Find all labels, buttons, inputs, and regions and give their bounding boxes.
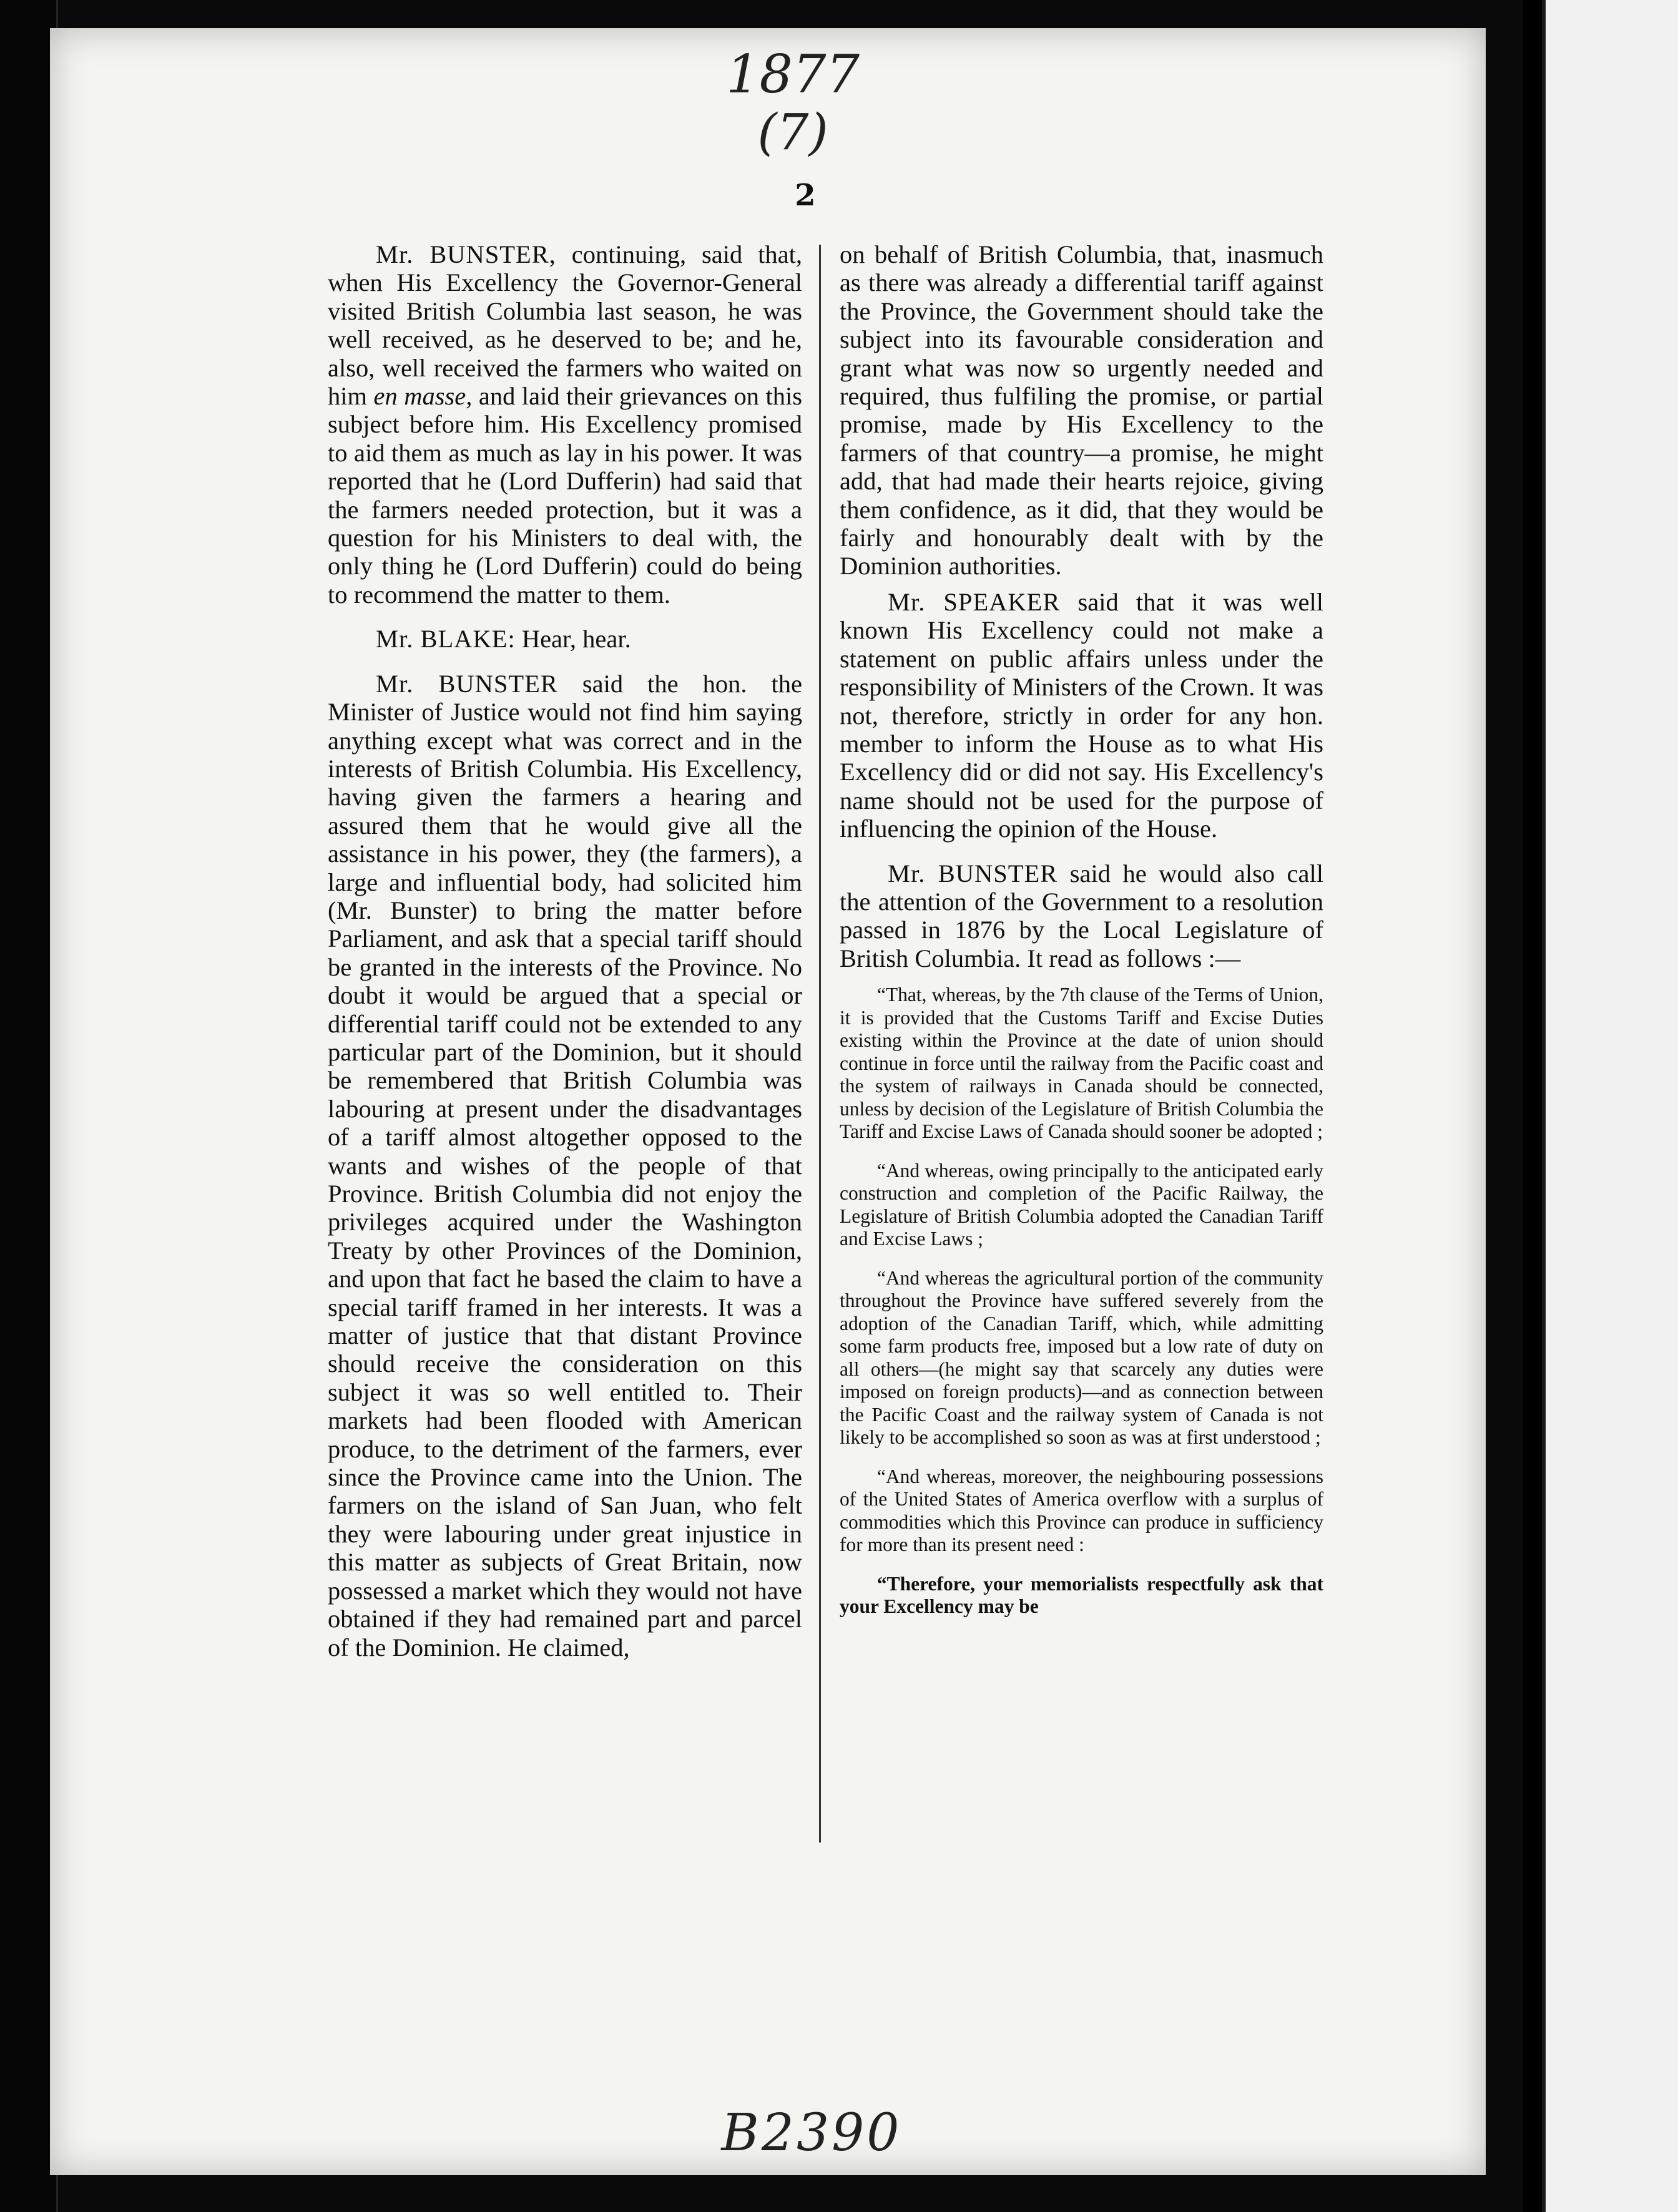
quote-paragraph: “Therefore, your memorialists respectfully ask that your Excellency may be bbox=[840, 1572, 1323, 1618]
microfilm-frame-divider bbox=[1523, 0, 1542, 2212]
quote-paragraph: “And whereas, owing principally to the anticipated early construction and completion of the Pacific Railway, the Legislature of British Columbia adopted the Canadian Tariff and Excise Laws ; bbox=[840, 1159, 1323, 1250]
adjacent-page-edge bbox=[1542, 0, 1678, 2212]
page-number: 2 bbox=[795, 178, 816, 213]
paragraph bbox=[840, 588, 1323, 843]
paragraph bbox=[328, 240, 802, 609]
handwritten-catalog-number: B2390 bbox=[721, 2103, 902, 2163]
paragraph-text: continuing, said that, when His Excellency the Governor-General visited British Columbia last season, he was well received, as he deserved to be; and he, also, well received the farmers who waited on him bbox=[328, 240, 802, 411]
speaker-name: Mr. BUNSTER bbox=[887, 859, 1058, 888]
handwritten-year: 1877 bbox=[726, 44, 860, 105]
column-divider bbox=[819, 245, 821, 1843]
paragraph-text: on behalf of British Columbia, that, inasmuch as there was already a differential tariff against the Province, the Government should take the subject into its favourable consideration and grant what was now so urgently needed and required, thus fulfiling the promise, or partial promise, made by His Excellency to the farmers of that country—a promise, he might add, that had made their hearts rejoice, giving them confidence, as it did, that they would be fairly and honourably dealt with by the Dominion authorities. bbox=[840, 240, 1323, 580]
paragraph-text: Hear, hear. bbox=[515, 625, 631, 653]
speaker-name: Mr. BUNSTER, bbox=[375, 240, 556, 268]
speaker-name: Mr. BLAKE: bbox=[375, 625, 516, 653]
paragraph bbox=[328, 670, 802, 1661]
italic-phrase: en masse, bbox=[373, 382, 473, 411]
handwritten-item-number: (7) bbox=[757, 103, 828, 161]
paragraph bbox=[328, 625, 802, 653]
left-column bbox=[328, 240, 802, 1678]
quote-paragraph: “And whereas the agricultural portion of the community throughout the Province have suffered severely from the adoption of the Canadian Tariff, which, while admitting some farm products free, imposed but a low rate of duty on all others—(he might say that scarcely any duties were imposed on foreign products)—and as connection between the Pacific Coast and the railway system of Canada is not likely to be accomplished so soon as was at first understood ; bbox=[840, 1266, 1323, 1449]
paragraph-text: said the hon. the Minister of Justice would not find him saying anything except what was correct and in the interests of British Columbia. His Excellency, having given the farmers a hearing and assured them that he would give all the assistance in his power, they (the farmers), a large and influential body, had solicited him (Mr. Bunster) to bring the matter before Parliament, and ask that a special tariff should be granted in the interests of the Province. No doubt it would be argued that a special or differential tariff could not be extended to any particular part of the Dominion, but it should be remembered that British Columbia was labouring at present under the disadvantages of a tariff almost altogether opposed to the wants and wishes of the people of that Province. British Columbia did not enjoy the privileges acquired under the Washington Treaty by other Provinces of the Dominion, and upon that fact he based the claim to have a special tariff framed in her interests. It was a matter of justice that that distant Province should receive the consideration on this subject it was so well entitled to. Their markets had been flooded with American produce, to the detriment of the farmers, ever since the Province came into the Union. The farmers on the island of San Juan, who felt they were labouring under great injustice in this matter as subjects of Great Britain, now possessed a market which they would not have obtained if they had remained part and parcel of the Dominion. He claimed, bbox=[328, 669, 802, 1661]
paragraph-text: said he would also call the attention of the Government to a resolution passed in 1876 by the Local Legislature of British Columbia. It read as follows :— bbox=[840, 859, 1323, 972]
quote-paragraph: “That, whereas, by the 7th clause of the Terms of Union, it is provided that the Customs Tariff and Excise Duties existing within the Province at the date of union should continue in force until the railway from the Pacific coast and the system of railways in Canada should be connected, unless by decision of the Legislature of British Columbia the Tariff and Excise Laws of Canada should sooner be adopted ; bbox=[840, 984, 1323, 1143]
quote-paragraph: “And whereas, moreover, the neighbouring possessions of the United States of America overflow with a surplus of commodities which this Province can produce in sufficiency for more than its present need : bbox=[840, 1465, 1323, 1556]
paragraph-text: said that it was well known His Excellency could not make a statement on public affairs unless under the responsibility of Ministers of the Crown. It was not, therefore, strictly in order for any hon. member to inform the House as to what His Excellency did or did not say. His Excellency's name should not be used for the purpose of influencing the opinion of the House. bbox=[840, 587, 1323, 843]
right-column bbox=[840, 240, 1323, 1635]
paragraph-text: and laid their grievances on this subject before him. His Excellency promised to aid them as much as lay in his power. It was reported that he (Lord Dufferin) had said that the farmers needed protection, but it was a question for his Ministers to deal with, the only thing he (Lord Dufferin) could do being to recommend the matter to them. bbox=[328, 382, 802, 609]
resolution-quote bbox=[840, 984, 1323, 1618]
speaker-name: Mr. BUNSTER bbox=[375, 669, 558, 698]
paragraph bbox=[840, 859, 1323, 973]
speaker-name: Mr. SPEAKER bbox=[887, 587, 1061, 616]
paragraph bbox=[840, 240, 1323, 580]
